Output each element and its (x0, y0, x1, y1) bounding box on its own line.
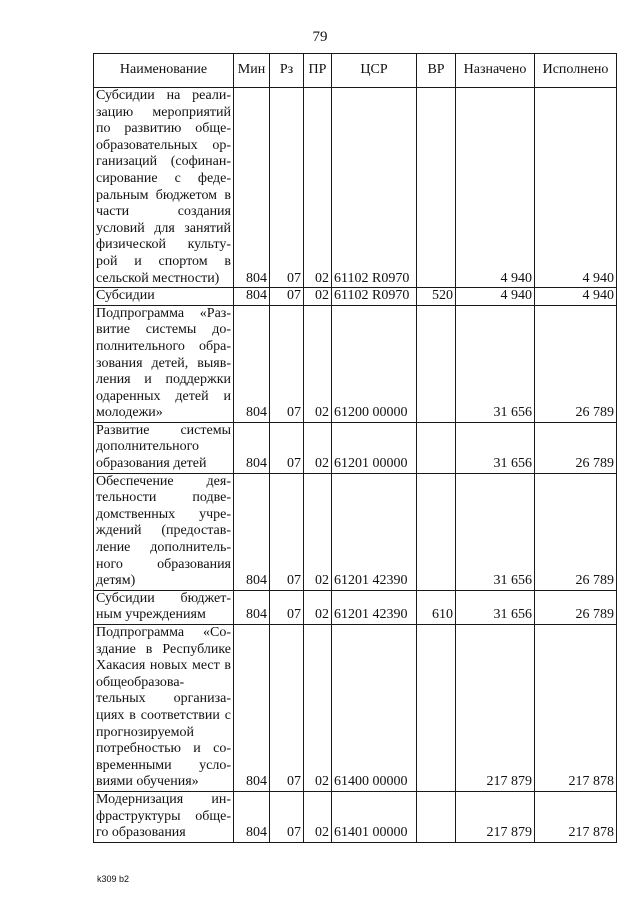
row-assigned: 31 656 (456, 473, 535, 590)
row-name: Субсидии на реали-зацию мероприятий по развитию обще-образовательных ор-ганизаций (софинан-сирование с феде-ральным бюджетом в части создания условий для занятий физической культу-рой и спортом в сельской местности) (94, 88, 234, 288)
col-header-executed: Исполнено (535, 54, 617, 88)
row-vr (417, 791, 456, 842)
table-row (94, 791, 617, 842)
row-csr: 61201 42390 (332, 590, 417, 624)
row-name: Развитие системы дополнительного образования детей (94, 422, 234, 473)
row-rz: 07 (270, 791, 304, 842)
footer-code: k309 b2 (97, 874, 130, 884)
table-row (94, 473, 617, 590)
row-executed: 4 940 (535, 88, 617, 288)
row-executed: 26 789 (535, 473, 617, 590)
row-vr (417, 625, 456, 792)
row-name: Модернизация ин-фраструктуры обще-го образования (94, 791, 234, 842)
row-executed: 4 940 (535, 288, 617, 306)
row-assigned: 217 879 (456, 625, 535, 792)
row-executed: 217 878 (535, 625, 617, 792)
row-min: 804 (234, 625, 270, 792)
row-rz: 07 (270, 305, 304, 422)
row-name: Подпрограмма «Со-здание в Республике Хакасия новых мест в общеобразова-тельных организа-циях в соответствии с прогнозируемой потребностью и со-временными усло-виями обучения» (94, 625, 234, 792)
row-name: Подпрограмма «Раз-витие системы до-полнительного обра-зования детей, выяв-ления и поддержки одаренных детей и молодежи» (94, 305, 234, 422)
col-header-rz: Рз (270, 54, 304, 88)
row-vr (417, 305, 456, 422)
col-header-csr: ЦСР (332, 54, 417, 88)
row-csr: 61102 R0970 (332, 88, 417, 288)
row-pr: 02 (304, 590, 332, 624)
page-number: 79 (312, 29, 328, 45)
row-csr: 61201 00000 (332, 422, 417, 473)
row-rz: 07 (270, 288, 304, 306)
row-pr: 02 (304, 422, 332, 473)
budget-table (93, 53, 617, 843)
row-vr: 520 (417, 288, 456, 306)
col-header-pr: ПР (304, 54, 332, 88)
row-name: Субсидии (94, 288, 234, 306)
row-executed: 217 878 (535, 791, 617, 842)
table-row (94, 305, 617, 422)
row-executed: 26 789 (535, 422, 617, 473)
row-vr: 610 (417, 590, 456, 624)
row-assigned: 31 656 (456, 305, 535, 422)
table-row (94, 288, 617, 306)
row-assigned: 4 940 (456, 288, 535, 306)
row-name: Субсидии бюджет-ным учреждениям (94, 590, 234, 624)
row-executed: 26 789 (535, 305, 617, 422)
row-csr: 61401 00000 (332, 791, 417, 842)
row-csr: 61400 00000 (332, 625, 417, 792)
row-csr: 61102 R0970 (332, 288, 417, 306)
table-row (94, 88, 617, 288)
row-min: 804 (234, 305, 270, 422)
row-min: 804 (234, 590, 270, 624)
row-assigned: 4 940 (456, 88, 535, 288)
row-vr (417, 473, 456, 590)
row-assigned: 217 879 (456, 791, 535, 842)
row-rz: 07 (270, 590, 304, 624)
row-pr: 02 (304, 473, 332, 590)
col-header-assigned: Назначено (456, 54, 535, 88)
row-csr: 61200 00000 (332, 305, 417, 422)
col-header-vr: ВР (417, 54, 456, 88)
row-rz: 07 (270, 625, 304, 792)
row-executed: 26 789 (535, 590, 617, 624)
row-min: 804 (234, 791, 270, 842)
row-rz: 07 (270, 473, 304, 590)
table-row (94, 590, 617, 624)
row-vr (417, 88, 456, 288)
row-rz: 07 (270, 88, 304, 288)
table-row (94, 422, 617, 473)
col-header-min: Мин (234, 54, 270, 88)
row-assigned: 31 656 (456, 422, 535, 473)
row-pr: 02 (304, 305, 332, 422)
table-row (94, 625, 617, 792)
row-min: 804 (234, 288, 270, 306)
col-header-name: Наименование (94, 54, 234, 88)
row-min: 804 (234, 88, 270, 288)
row-pr: 02 (304, 288, 332, 306)
row-pr: 02 (304, 791, 332, 842)
table-header-row (94, 54, 617, 88)
row-min: 804 (234, 422, 270, 473)
row-name: Обеспечение дея-тельности подве-домственных учре-ждений (предостав-ление дополнитель-ного образования детям) (94, 473, 234, 590)
row-pr: 02 (304, 88, 332, 288)
row-vr (417, 422, 456, 473)
row-pr: 02 (304, 625, 332, 792)
row-assigned: 31 656 (456, 590, 535, 624)
row-min: 804 (234, 473, 270, 590)
row-csr: 61201 42390 (332, 473, 417, 590)
row-rz: 07 (270, 422, 304, 473)
